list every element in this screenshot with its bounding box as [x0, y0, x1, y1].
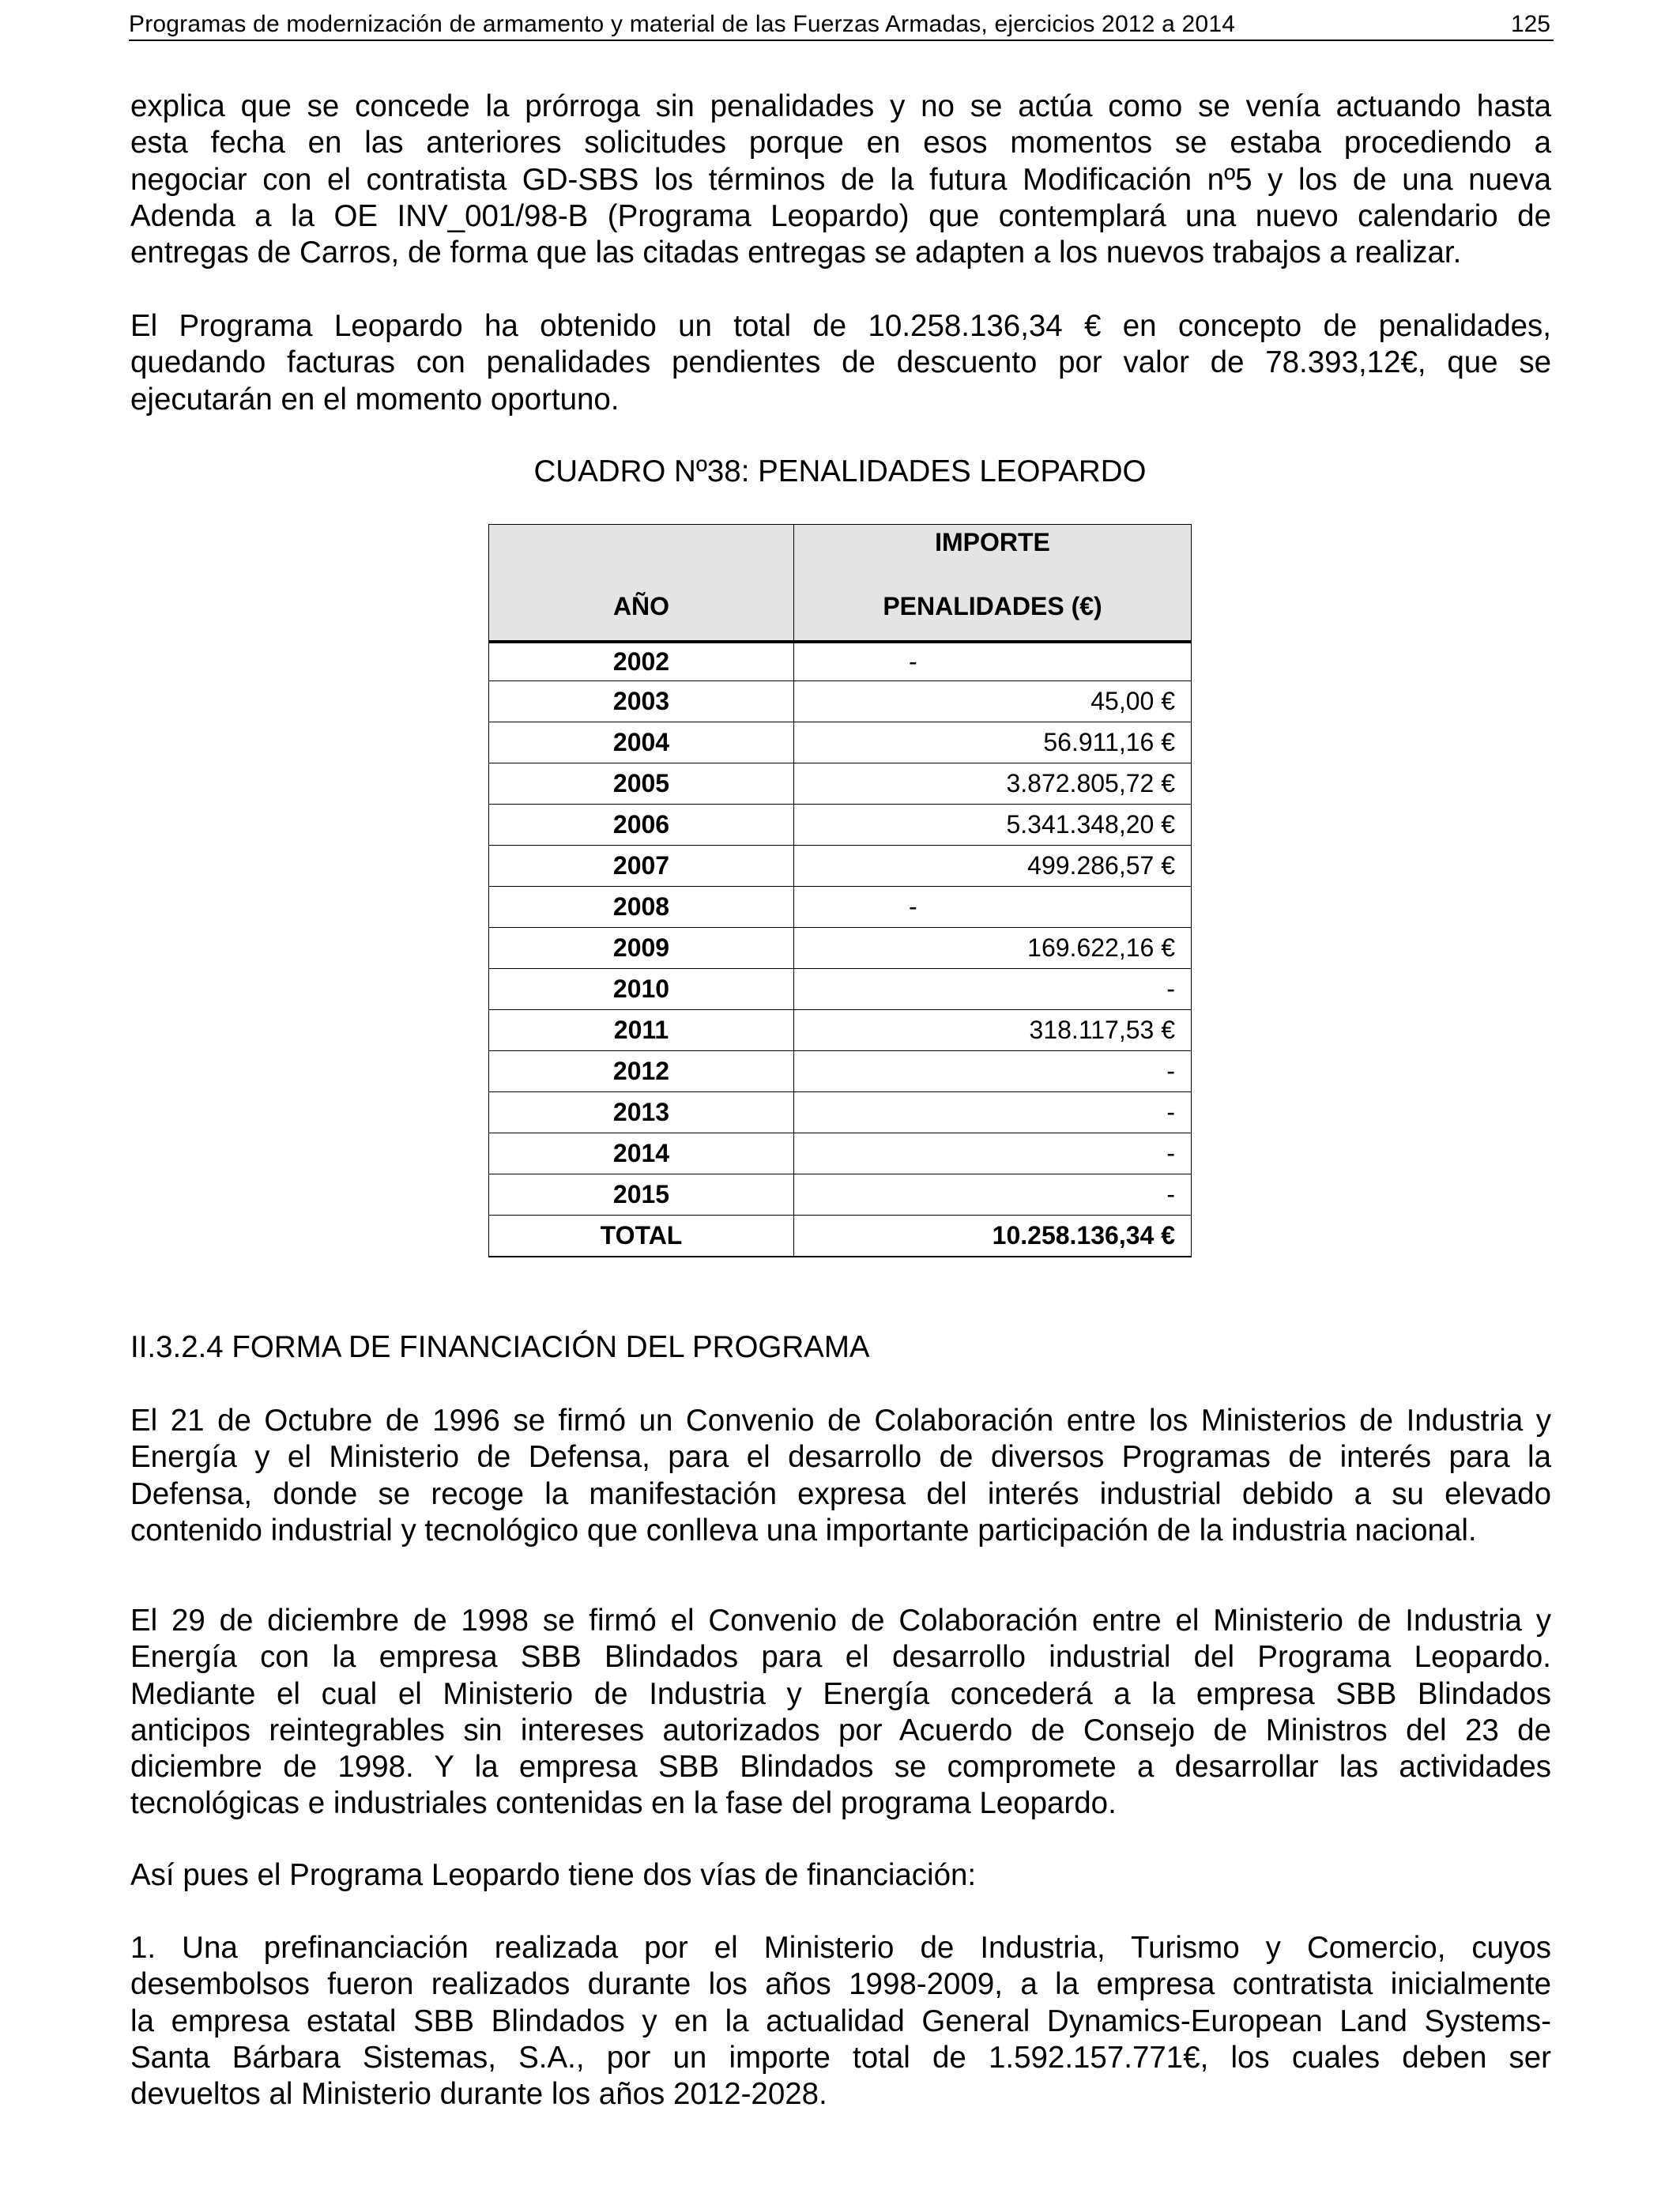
year-cell: 2013	[489, 1092, 794, 1133]
table-row	[489, 846, 1192, 887]
table-row	[489, 681, 1192, 722]
text-line: El 29 de diciembre de 1998 se firmó el Convenio de Colaboración entre el Ministerio de Industria y	[130, 1604, 1551, 1638]
text-line: explica que se concede la prórroga sin penalidades y no se actúa como se venía actuando hasta	[130, 89, 1551, 123]
paragraph-vias-financiacion	[130, 1857, 1551, 1894]
text-line: contenido industrial y tecnológico que conlleva una importante participación de la industria nacional.	[130, 1513, 1477, 1547]
page-number: 125	[1510, 11, 1550, 37]
amount-cell: -	[794, 887, 1192, 928]
paragraph-convenio-1998	[130, 1603, 1551, 1823]
text-line: la empresa estatal SBB Blindados y en la actualidad General Dynamics-European Land Systems-	[130, 2004, 1551, 2038]
year-cell: 2006	[489, 805, 794, 846]
text-line: negociar con el contratista GD-SBS los términos de la futura Modificación nº5 y los de una nueva	[130, 162, 1551, 197]
amount-cell: -	[794, 969, 1192, 1010]
year-cell: 2014	[489, 1133, 794, 1174]
table-row	[489, 722, 1192, 763]
text-line: Defensa, donde se recoge la manifestación expresa del interés industrial debido a su elevado	[130, 1476, 1551, 1511]
year-cell: 2005	[489, 763, 794, 805]
penalties-table	[488, 524, 1192, 1257]
table-row	[489, 1010, 1192, 1051]
text-line: entregas de Carros, de forma que las citadas entregas se adapten a los nuevos trabajos a realizar.	[130, 236, 1462, 270]
amount-cell: -	[794, 1174, 1192, 1216]
section-heading: II.3.2.4 FORMA DE FINANCIACIÓN DEL PROGRAMA	[130, 1330, 870, 1364]
amount-cell: -	[794, 642, 1192, 681]
table-row	[489, 969, 1192, 1010]
amount-cell: 318.117,53 €	[794, 1010, 1192, 1051]
paragraph-convenio-1996	[130, 1403, 1551, 1549]
year-cell: 2002	[489, 642, 794, 681]
table-row	[489, 642, 1192, 681]
total-amount: 10.258.136,34 €	[794, 1216, 1192, 1257]
text-line: desembolsos fueron realizados durante los años 1998-2009, a la empresa contratista inicialmente	[130, 1967, 1551, 2002]
paragraph-prorroga	[130, 89, 1551, 271]
year-cell: 2010	[489, 969, 794, 1010]
text-line: Adenda a la OE INV_001/98-B (Programa Leopardo) que contemplará una nuevo calendario de	[130, 198, 1551, 233]
text-line: Mediante el cual el Ministerio de Industria y Energía concederá a la empresa SBB Blindados	[130, 1676, 1551, 1711]
column-header-year: AÑO	[489, 525, 794, 643]
year-cell: 2011	[489, 1010, 794, 1051]
table-row	[489, 805, 1192, 846]
year-cell: 2003	[489, 681, 794, 722]
table-row	[489, 1051, 1192, 1092]
text-line: devueltos al Ministerio durante los años 2012-2028.	[130, 2077, 827, 2112]
paragraph-prefinanciacion	[130, 1930, 1551, 2113]
amount-cell: -	[794, 1133, 1192, 1174]
table-row	[489, 887, 1192, 928]
paragraph-penalidades-total	[130, 308, 1551, 418]
year-cell: 2004	[489, 722, 794, 763]
text-line: tecnológicas e industriales contenidas en la fase del programa Leopardo.	[130, 1786, 1117, 1821]
amount-cell: -	[794, 1051, 1192, 1092]
amount-cell: 3.872.805,72 €	[794, 763, 1192, 805]
text-line: diciembre de 1998. Y la empresa SBB Blindados se compromete a desarrollar las actividades	[130, 1750, 1551, 1785]
amount-cell: 5.341.348,20 €	[794, 805, 1192, 846]
total-row	[489, 1216, 1192, 1257]
year-cell: 2007	[489, 846, 794, 887]
table-row	[489, 928, 1192, 969]
text-line: Así pues el Programa Leopardo tiene dos vías de financiación:	[130, 1858, 977, 1892]
table-caption: CUADRO Nº38: PENALIDADES LEOPARDO	[533, 454, 1147, 488]
table-row	[489, 1092, 1192, 1133]
amount-cell: -	[794, 1092, 1192, 1133]
text-line: Santa Bárbara Sistemas, S.A., por un importe total de 1.592.157.771€, los cuales deben ser	[130, 2040, 1551, 2075]
year-cell: 2012	[489, 1051, 794, 1092]
column-header-amount: IMPORTE PENALIDADES (€)	[794, 525, 1192, 643]
text-line: ejecutarán en el momento oportuno.	[130, 382, 620, 417]
table-row	[489, 1174, 1192, 1216]
amount-cell: 169.622,16 €	[794, 928, 1192, 969]
year-cell: 2015	[489, 1174, 794, 1216]
text-line: El 21 de Octubre de 1996 se firmó un Convenio de Colaboración entre los Ministerios de Industria y	[130, 1404, 1551, 1438]
amount-cell: 499.286,57 €	[794, 846, 1192, 887]
table-row	[489, 763, 1192, 805]
table-row	[489, 1133, 1192, 1174]
year-cell: 2009	[489, 928, 794, 969]
total-label: TOTAL	[489, 1216, 794, 1257]
text-line: El Programa Leopardo ha obtenido un total de 10.258.136,34 € en concepto de penalidades,	[130, 309, 1551, 343]
page-header	[129, 5, 1554, 41]
year-cell: 2008	[489, 887, 794, 928]
text-line: quedando facturas con penalidades pendientes de descuento por valor de 78.393,12€, que se	[130, 345, 1551, 380]
text-line: Energía y el Ministerio de Defensa, para el desarrollo de diversos Programas de interés para la	[130, 1440, 1551, 1475]
text-line: Energía con la empresa SBB Blindados para el desarrollo industrial del Programa Leopardo.	[130, 1640, 1551, 1675]
text-line: esta fecha en las anteriores solicitudes porque en esos momentos se estaba procediendo a	[130, 126, 1551, 160]
text-line: anticipos reintegrables sin intereses autorizados por Acuerdo de Consejo de Ministros del 23 de	[130, 1713, 1551, 1747]
amount-cell: 45,00 €	[794, 681, 1192, 722]
header-title: Programas de modernización de armamento y material de las Fuerzas Armadas, ejercicios 2012 a 2014	[129, 11, 1236, 37]
amount-cell: 56.911,16 €	[794, 722, 1192, 763]
text-line: 1. Una prefinanciación realizada por el Ministerio de Industria, Turismo y Comercio, cuyos	[130, 1931, 1551, 1965]
